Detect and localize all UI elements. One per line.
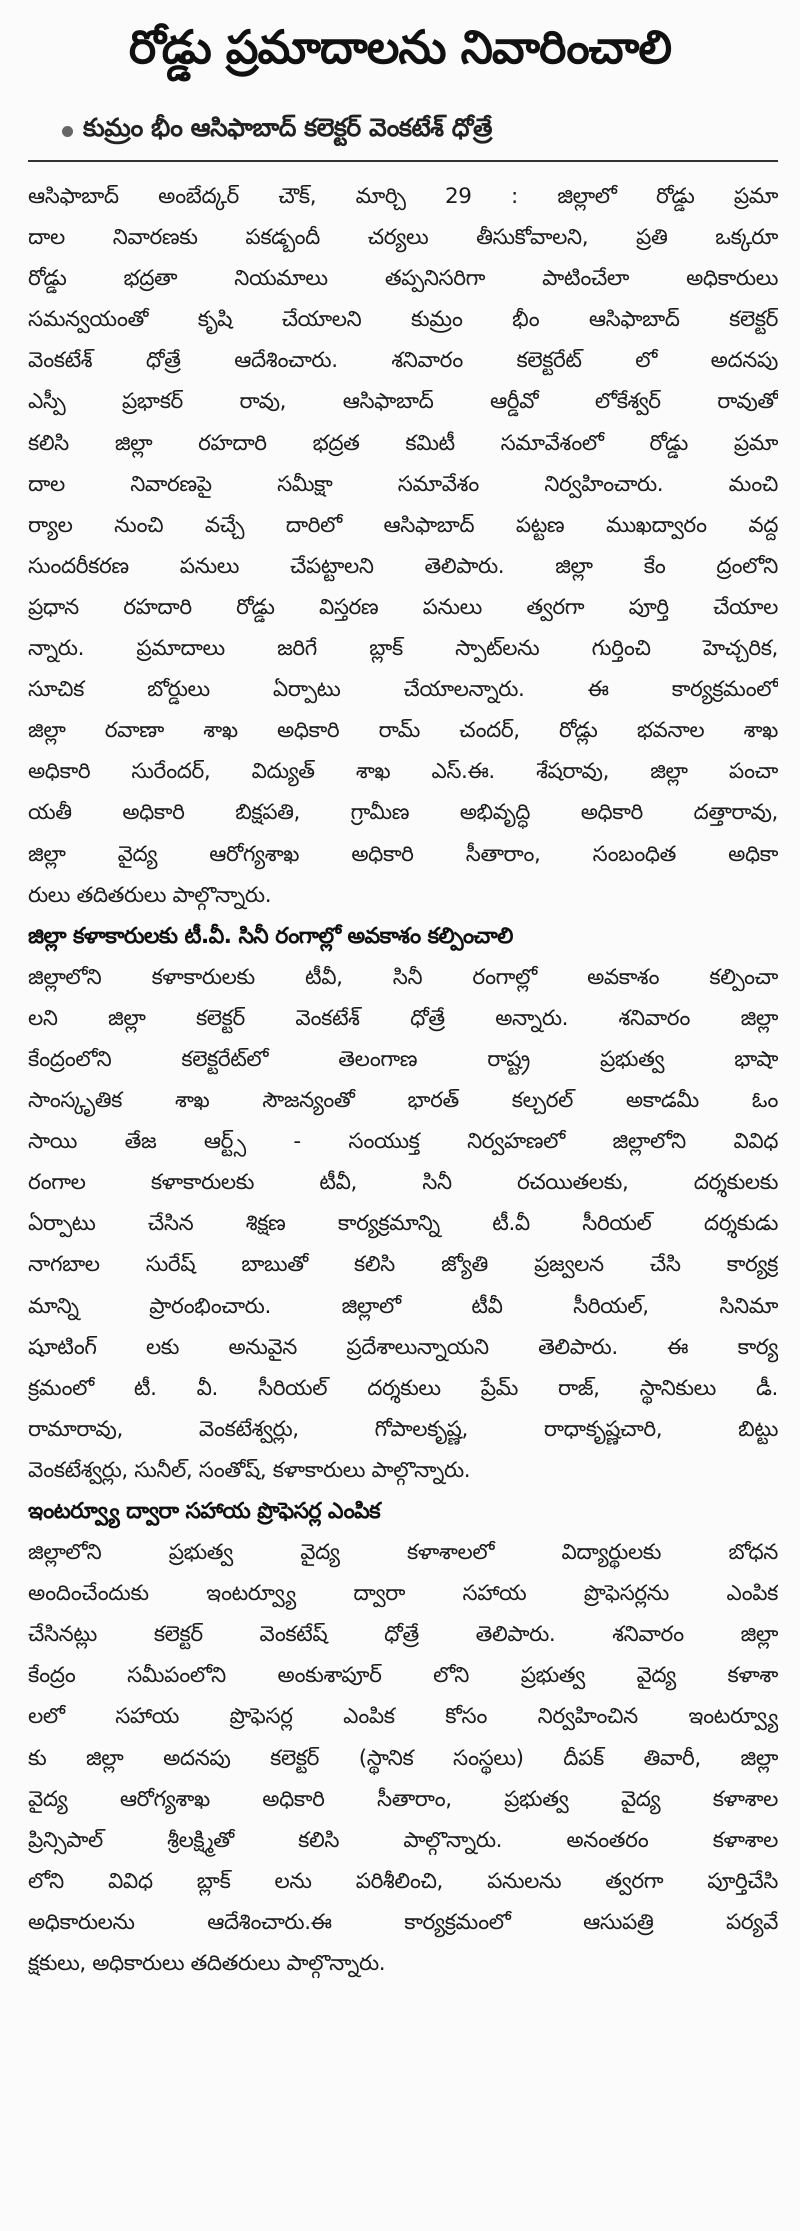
article-line: మాన్ని ప్రారంభించారు. జిల్లాలో టీవీ సీరియల్, సినిమా bbox=[28, 1293, 778, 1319]
section-heading: ఇంటర్వ్యూ ద్వారా సహాయ ప్రొఫెసర్ల ఎంపిక bbox=[28, 1499, 381, 1524]
article-line: సమన్వయంతో కృషి చేయాలని కుమ్రం భీం ఆసిఫాబాద్ కలెక్టర్ bbox=[28, 307, 778, 333]
subheadline: కుమ్రం భీం ఆసిఫాబాద్ కలెక్టర్ వెంకటేశ్ ధోత్రే bbox=[83, 113, 492, 142]
article-line: అందించేందుకు ఇంటర్వ్యూ ద్వారా సహాయ ప్రొఫెసర్లను ఎంపిక bbox=[28, 1581, 778, 1607]
article-line: కలిసి జిల్లా రహదారి భద్రత కమిటీ సమావేశంలో రోడ్డు ప్రమా bbox=[28, 430, 778, 456]
article-line: నాగబాల సురేష్ బాబుతో కలిసి జ్యోతి ప్రజ్వలన చేసి కార్యక్ర bbox=[28, 1252, 778, 1278]
article-line: అధికారులను ఆదేశించారు.ఈ కార్యక్రమంలో ఆసుపత్రి పర్యవే bbox=[28, 1909, 778, 1935]
divider bbox=[28, 160, 778, 162]
article-line: ఏర్పాటు చేసిన శిక్షణ కార్యక్రమాన్ని టీ.వీ సీరియల్ దర్శకుడు bbox=[28, 1211, 778, 1237]
article-line: రంగాల కళాకారులకు టీవీ, సినీ రచయితలకు, దర్శకులకు bbox=[28, 1170, 778, 1196]
article-line: వెంకటేశ్ ధోత్రే ఆదేశించారు. శనివారం కలెక్టరేట్ లో అదనపు bbox=[28, 348, 778, 374]
article-line: దాల నివారణపై సమీక్షా సమావేశం నిర్వహించారు. మంచి bbox=[28, 471, 778, 497]
article-line: సూచిక బోర్డులు ఏర్పాటు చేయాలన్నారు. ఈ కార్యక్రమంలో bbox=[28, 677, 778, 703]
headline: రోడ్డు ప్రమాదాలను నివారించాలి bbox=[128, 20, 672, 74]
article-line: జిల్లా రవాణా శాఖ అధికారి రామ్ చందర్, రోడ్లు భవనాల శాఖ bbox=[28, 718, 778, 744]
subheadline-row bbox=[62, 107, 782, 155]
article-line: షూటింగ్ లకు అనువైన ప్రదేశాలున్నాయని తెలిపారు. ఈ కార్య bbox=[28, 1334, 778, 1360]
article-line: ఎస్పీ ప్రభాకర్ రావు, ఆసిఫాబాద్ ఆర్డీవో లోకేశ్వర్ రావుతో bbox=[28, 389, 778, 415]
article-line: ప్రధాన రహదారి రోడ్డు విస్తరణ పనులు త్వరగా పూర్తి చేయాల bbox=[28, 594, 778, 620]
article-line: యతీ అధికారి బిక్షపతి, గ్రామీణ అభివృద్ధి అధికారి దత్తారావు, bbox=[28, 800, 778, 826]
article-line: చేసినట్లు కలెక్టర్ వెంకటేష్ ధోత్రే తెలిపారు. శనివారం జిల్లా bbox=[28, 1622, 778, 1648]
article-body bbox=[28, 176, 778, 1984]
article-line: క్రమంలో టీ. వీ. సీరియల్ దర్శకులు ప్రేమ్ రాజ్, స్థానికులు డీ. bbox=[28, 1375, 778, 1401]
article-line: సాంస్కృతిక శాఖ సౌజన్యంతో భారత్ కల్చరల్ అకాడమీ ఓం bbox=[28, 1088, 778, 1114]
article-line: రులు తదితరులు పాల్గొన్నారు. bbox=[28, 882, 272, 908]
article-line: సాయి తేజ ఆర్ట్స్ - సంయుక్త నిర్వహణలో జిల్లాలోని వివిధ bbox=[28, 1129, 778, 1155]
article-line: కు జిల్లా అదనపు కలెక్టర్ (స్థానిక సంస్థలు) దీపక్ తివారీ, జిల్లా bbox=[28, 1745, 778, 1771]
article-line: ఆసిఫాబాద్ అంబేద్కర్ చౌక్, మార్చి 29 : జిల్లాలో రోడ్డు ప్రమా bbox=[28, 184, 778, 209]
bullet-icon bbox=[62, 126, 73, 137]
article-line: దాల నివారణకు పకడ్బందీ చర్యలు తీసుకోవాలని, ప్రతి ఒక్కరూ bbox=[28, 225, 778, 251]
article-line: జిల్లా వైద్య ఆరోగ్యశాఖ అధికారి సీతారాం, సంబంధిత అధికా bbox=[28, 841, 778, 867]
article-line: వైద్య ఆరోగ్యశాఖ అధికారి సీతారాం, ప్రభుత్వ వైద్య కళాశాల bbox=[28, 1786, 778, 1812]
article-line: లలో సహాయ ప్రొఫెసర్ల ఎంపిక కోసం నిర్వహించిన ఇంటర్వ్యూ bbox=[28, 1704, 778, 1730]
section-heading: జిల్లా కళాకారులకు టీ.వీ. సినీ రంగాల్లో అవకాశం కల్పించాలి bbox=[28, 923, 513, 949]
article-line: కేంద్రంలోని కలెక్టరేట్‌లో తెలంగాణ రాష్ట్ర ప్రభుత్వ భాషా bbox=[28, 1046, 778, 1072]
article-line: కేంద్రం సమీపంలోని అంకుశాపూర్ లోని ప్రభుత్వ వైద్య కళాశా bbox=[28, 1663, 778, 1689]
article-line: లని జిల్లా కలెక్టర్ వెంకటేశ్ ధోత్రే అన్నారు. శనివారం జిల్లా bbox=[28, 1005, 778, 1031]
article-line: లోని వివిధ బ్లాక్ లను పరిశీలించి, పనులను త్వరగా పూర్తిచేసి bbox=[28, 1868, 778, 1894]
article-line: క్షకులు, అధికారులు తదితరులు పాల్గొన్నారు. bbox=[28, 1951, 386, 1977]
article-line: ప్రిన్సిపాల్ శ్రీలక్ష్మితో కలిసి పాల్గొన్నారు. అనంతరం కళాశాల bbox=[28, 1827, 778, 1853]
article-line: జిల్లాలోని కళాకారులకు టీవీ, సినీ రంగాల్లో అవకాశం కల్పించా bbox=[28, 964, 778, 990]
article-line: సుందరీకరణ పనులు చేపట్టాలని తెలిపారు. జిల్లా కేం ద్రంలోని bbox=[28, 553, 778, 579]
article-line: వెంకటేశ్వర్లు, సునీల్, సంతోష్, కళాకారులు పాల్గొన్నారు. bbox=[28, 1457, 471, 1483]
article-line: రోడ్డు భద్రతా నియమాలు తప్పనిసరిగా పాటించేలా అధికారులు bbox=[28, 266, 778, 292]
article-line: రామారావు, వెంకటేశ్వర్లు, గోపాలకృష్ణ, రాధాకృష్ణచారి, బిట్టు bbox=[28, 1416, 778, 1442]
article-line: న్నారు. ప్రమాదాలు జరిగే బ్లాక్ స్పాట్‌లను గుర్తించి హెచ్చరిక, bbox=[28, 636, 778, 662]
article-line: జిల్లాలోని ప్రభుత్వ వైద్య కళాశాలలో విద్యార్థులకు బోధన bbox=[28, 1540, 778, 1566]
article-line: అధికారి సురేందర్, విద్యుత్ శాఖ ఎస్.ఈ. శేషరావు, జిల్లా పంచా bbox=[28, 759, 778, 785]
article-line: ర్యాల నుంచి వచ్చే దారిలో ఆసిఫాబాద్ పట్టణ ముఖద్వారం వద్ద bbox=[28, 512, 778, 538]
